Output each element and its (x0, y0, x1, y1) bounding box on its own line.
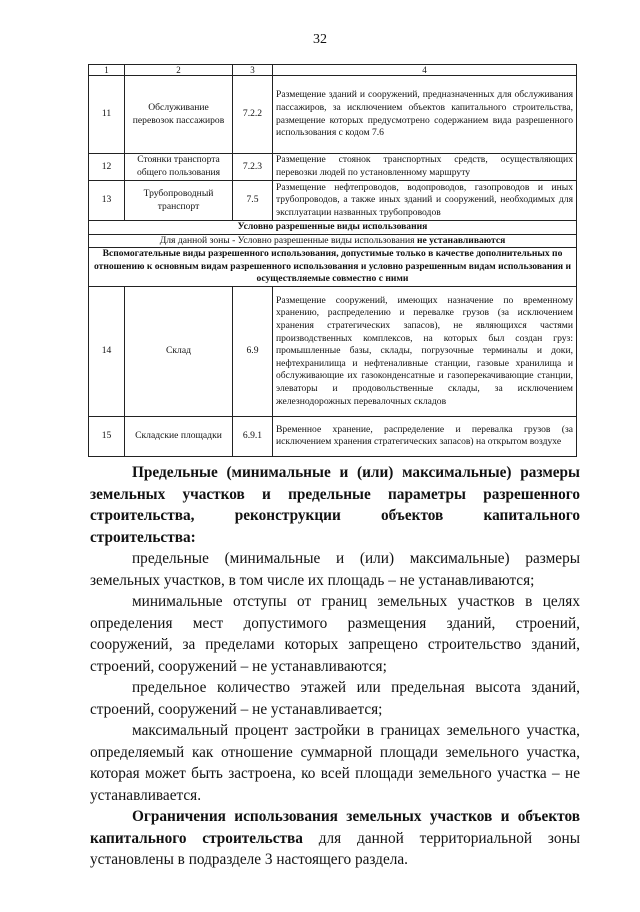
use-type-description: Размещение стоянок транспортных средств, осуществляющих перевозки людей по установленному маршруту (273, 154, 577, 181)
restrictions-rest: для данной территориальной зоны установлены в подразделе 3 настоящего раздела. (90, 829, 580, 868)
header-cell: 2 (125, 65, 233, 76)
restrictions-heading: Ограничения использования земельных участков и объектов капитального строительства (90, 808, 580, 847)
table-header-row (89, 65, 577, 76)
use-type-description: Размещение нефтепроводов, водопроводов, газопроводов и иных трубопроводов, а также иных зданий и сооружений, необходимых для эксплуатации названных трубопроводов (273, 181, 577, 221)
use-type-name: Складские площадки (125, 416, 233, 456)
section-row (89, 234, 577, 248)
paragraph-floors: предельное количество этажей или предельная высота зданий, строений, сооружений – не устанавливается; (90, 679, 580, 718)
paragraph-setbacks: минимальные отступы от границ земельных участков в целях определения мест допустимого размещения зданий, строений, сооружений, за пределами которых запрещено строительство зданий, строений, сооружений – не устанавливаются; (90, 593, 580, 675)
conditional-note-prefix: Для данной зоны - Условно разрешенные виды использования (159, 234, 417, 246)
row-number: 13 (89, 181, 125, 221)
section-row (89, 221, 577, 235)
row-number: 14 (89, 286, 125, 416)
section-auxiliary-title: Вспомогательные виды разрешенного использования, допустимые только в качестве дополнительных по отношению к основным видам разрешенного использования и условно разрешенным видам использования и осуществляемые совместно с ними (89, 248, 577, 287)
conditional-note-bold: не устанавливаются (416, 234, 506, 246)
use-type-description: Размещение сооружений, имеющих назначение по временному хранению, распределению и перевалке грузов (за исключением хранения стратегических запасов), не являющихся частями производственных комплексов, на которых был создан груз: промышленные базы, склады, погрузочные терминалы и доки, нефтехранилища и нефтеналивные станции, газовые хранилища и обслуживающие их газоконденсатные и газоперекачивающие станции, элеваторы и продовольственные склады, за исключением железнодорожных перевалочных складов (273, 286, 577, 416)
paragraph-build-percent: максимальный процент застройки в границах земельного участка, определяемый как отношение суммарной площади земельного участка, которая может быть застроена, ко всей площади земельного участка – не устанавливается. (90, 722, 580, 804)
table-row (89, 154, 577, 181)
table-row (89, 76, 577, 154)
use-type-description: Временное хранение, распределение и перевалка грузов (за исключением хранения стратегических запасов) на открытом воздухе (273, 416, 577, 456)
table-row (89, 286, 577, 416)
use-type-code: 6.9 (233, 286, 273, 416)
paragraph-plot-sizes: предельные (минимальные и (или) максимальные) размеры земельных участков, в том числе их площадь – не устанавливаются; (90, 550, 580, 589)
table-row (89, 181, 577, 221)
use-type-name: Трубопроводный транспорт (125, 181, 233, 221)
use-type-name: Стоянки транспорта общего пользования (125, 154, 233, 181)
permitted-use-table (88, 64, 577, 457)
row-number: 11 (89, 76, 125, 154)
body-text (90, 462, 580, 871)
section-row (89, 248, 577, 287)
use-type-code: 7.2.3 (233, 154, 273, 181)
use-type-code: 7.2.2 (233, 76, 273, 154)
header-cell: 3 (233, 65, 273, 76)
row-number: 15 (89, 416, 125, 456)
use-type-description: Размещение зданий и сооружений, предназначенных для обслуживания пассажиров, за исключением объектов капитального строительства, размещение которых предусмотрено содержанием вида разрешенного использования с кодом 7.6 (273, 76, 577, 154)
section-conditional-title: Условно разрешенные виды использования (89, 221, 577, 235)
table-row (89, 416, 577, 456)
restrictions-paragraph (90, 806, 580, 871)
row-number: 12 (89, 154, 125, 181)
use-type-name: Склад (125, 286, 233, 416)
use-type-code: 6.9.1 (233, 416, 273, 456)
use-type-code: 7.5 (233, 181, 273, 221)
page-number: 32 (313, 32, 327, 47)
header-cell: 1 (89, 65, 125, 76)
use-type-name: Обслуживание перевозок пассажиров (125, 76, 233, 154)
parameters-heading: Предельные (минимальные и (или) максимальные) размеры земельных участков и предельные параметры разрешенного строительства, реконструкции объектов капитального строительства: (90, 464, 580, 546)
header-cell: 4 (273, 65, 577, 76)
conditional-note (89, 234, 577, 248)
